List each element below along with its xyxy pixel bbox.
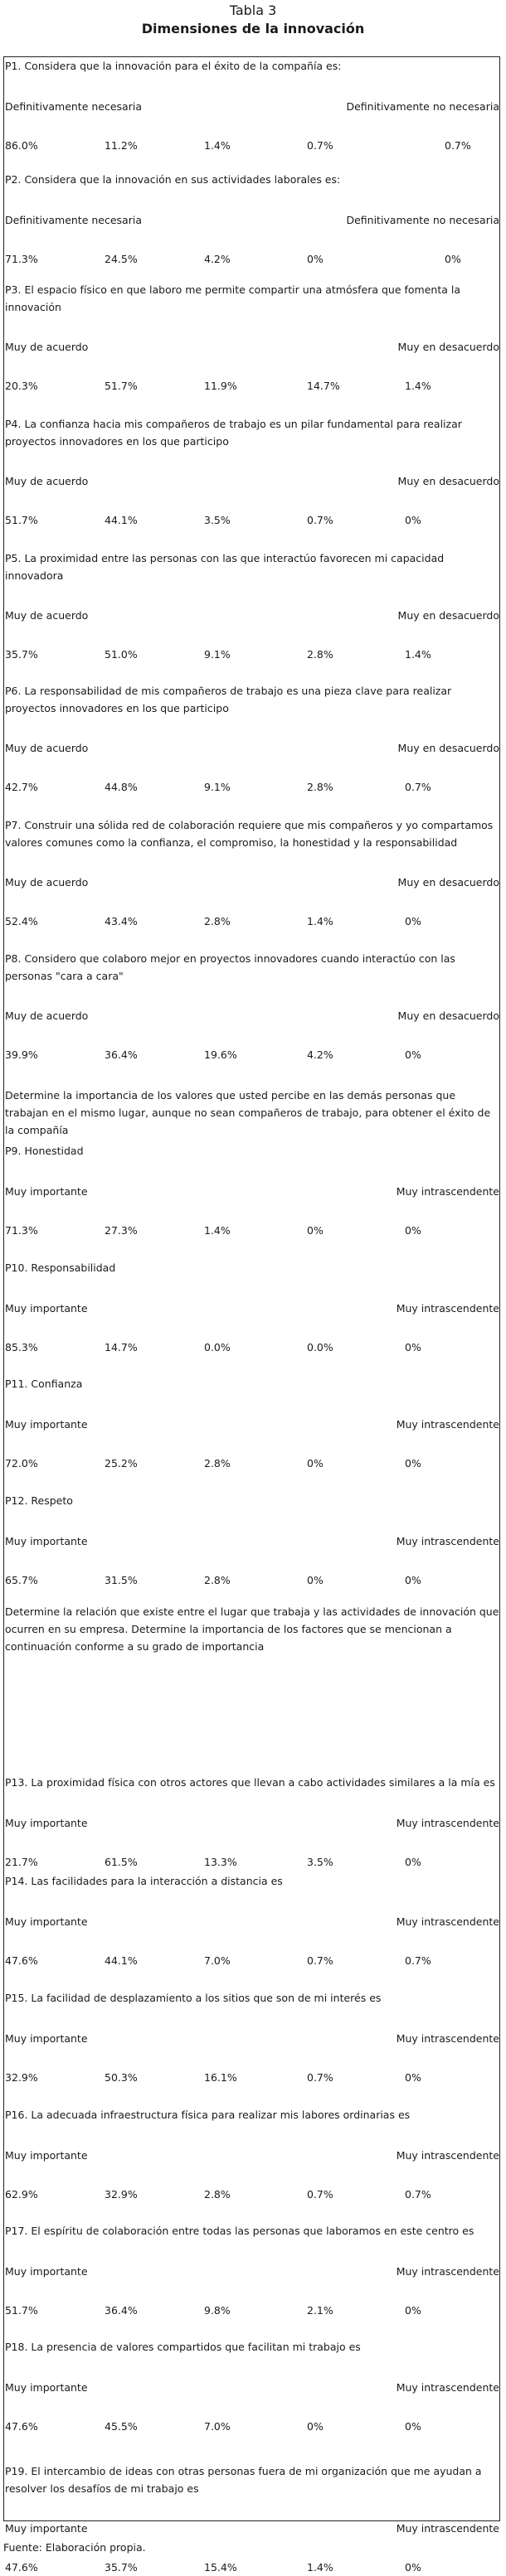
values-row xyxy=(5,913,499,930)
values-row xyxy=(5,512,499,529)
scale-low-label: Definitivamente no necesaria xyxy=(346,100,499,113)
value-cell: 0% xyxy=(405,1856,421,1868)
value-cell: 61.5% xyxy=(105,1856,138,1868)
value-cell: 1.4% xyxy=(204,139,231,152)
scale-low-label: Muy en desacuerdo xyxy=(397,1010,499,1022)
value-cell: 0% xyxy=(405,2304,421,2317)
value-cell: 44.8% xyxy=(105,781,138,793)
scale-row xyxy=(5,1914,499,1930)
question-text: P12. Respeto xyxy=(5,1494,73,1507)
scale-low-label: Muy intrascendente xyxy=(396,2149,499,2162)
value-cell: 0.7% xyxy=(405,1954,431,1967)
value-cell: 51.7% xyxy=(5,2304,38,2317)
values-row xyxy=(5,1572,499,1589)
value-cell: 51.7% xyxy=(5,514,38,526)
question-text: P10. Responsabilidad xyxy=(5,1261,116,1274)
values-row xyxy=(5,1047,499,1063)
scale-low-label: Muy intrascendente xyxy=(396,2522,499,2535)
value-cell: 3.5% xyxy=(307,1856,333,1868)
scale-low-label: Muy intrascendente xyxy=(396,2032,499,2045)
scale-low-label: Muy intrascendente xyxy=(396,1418,499,1431)
scale-high-label: Definitivamente necesaria xyxy=(5,100,142,113)
value-cell: 31.5% xyxy=(105,1574,138,1586)
question-text: P11. Confianza xyxy=(5,1378,83,1390)
value-cell: 1.4% xyxy=(307,2561,333,2574)
values-row xyxy=(5,2559,499,2576)
value-cell: 47.6% xyxy=(5,2420,38,2433)
scale-high-label: Definitivamente necesaria xyxy=(5,214,142,226)
value-cell: 0.0% xyxy=(204,1341,231,1353)
scale-low-label: Muy en desacuerdo xyxy=(397,742,499,754)
scale-high-label: Muy importante xyxy=(5,1915,88,1928)
scale-high-label: Muy importante xyxy=(5,1817,88,1829)
value-cell: 9.8% xyxy=(204,2304,231,2317)
value-cell: 14.7% xyxy=(105,1341,138,1353)
value-cell: 32.9% xyxy=(105,2188,138,2201)
scale-row xyxy=(5,473,499,490)
table-subtitle: Dimensiones de la innovación xyxy=(141,21,365,36)
values-row xyxy=(5,1223,499,1239)
scale-high-label: Muy importante xyxy=(5,2265,88,2278)
value-cell: 62.9% xyxy=(5,2188,38,2201)
question-text: P9. Honestidad xyxy=(5,1145,84,1157)
scale-low-label: Muy en desacuerdo xyxy=(397,341,499,353)
scale-low-label: Muy intrascendente xyxy=(396,1535,499,1547)
question-text: P5. La proximidad entre las personas con las que interactúo favorecen mi capacidad innovadora xyxy=(5,552,445,582)
value-cell: 44.1% xyxy=(105,514,138,526)
value-cell: 35.7% xyxy=(5,648,38,661)
value-cell: 0% xyxy=(405,1224,421,1237)
values-row xyxy=(5,2302,499,2319)
question-text: P17. El espíritu de colaboración entre todas las personas que laboramos en este centro es xyxy=(5,2225,474,2237)
source-note: Fuente: Elaboración propia. xyxy=(3,2541,146,2554)
question-text: P6. La responsabilidad de mis compañeros de trabajo es una pieza clave para realizar proyectos innovadores en los que participo xyxy=(5,685,452,714)
value-cell: 13.3% xyxy=(204,1856,237,1868)
scale-high-label: Muy de acuerdo xyxy=(5,742,89,754)
value-cell: 0% xyxy=(405,1457,421,1470)
value-cell: 0.0% xyxy=(307,1341,333,1353)
value-cell: 7.0% xyxy=(204,2420,231,2433)
value-cell: 0% xyxy=(307,1574,324,1586)
scale-row xyxy=(5,1416,499,1433)
instruction-text: Determine la importancia de los valores que usted percibe en las demás personas que trabajan en el mismo lugar, aunque no sean compañeros de trabajo, para obtener el éxito de la compañía xyxy=(5,1089,491,1136)
scale-high-label: Muy importante xyxy=(5,2522,88,2535)
scale-low-label: Muy en desacuerdo xyxy=(397,876,499,889)
scale-low-label: Muy intrascendente xyxy=(396,1302,499,1315)
value-cell: 42.7% xyxy=(5,781,38,793)
value-cell: 71.3% xyxy=(5,253,38,265)
scale-row xyxy=(5,99,499,115)
scale-high-label: Muy de acuerdo xyxy=(5,475,89,487)
values-row xyxy=(5,1854,499,1871)
scale-high-label: Muy importante xyxy=(5,2381,88,2394)
scale-low-label: Muy intrascendente xyxy=(396,1185,499,1198)
question-text: P19. El intercambio de ideas con otras personas fuera de mi organización que me ayudan a resolver los desafíos de mi trabajo es xyxy=(5,2465,482,2495)
value-cell: 43.4% xyxy=(105,915,138,927)
value-cell: 47.6% xyxy=(5,1954,38,1967)
value-cell: 0% xyxy=(307,253,324,265)
question-text: P4. La confianza hacia mis compañeros de trabajo es un pilar fundamental para realizar proyectos innovadores en los que participo xyxy=(5,418,462,448)
scale-row xyxy=(5,1300,499,1317)
scale-high-label: Muy importante xyxy=(5,2032,88,2045)
values-row xyxy=(5,2419,499,2435)
value-cell: 1.4% xyxy=(405,380,431,392)
value-cell: 21.7% xyxy=(5,1856,38,1868)
scale-high-label: Muy importante xyxy=(5,2149,88,2162)
scale-high-label: Muy de acuerdo xyxy=(5,609,89,622)
value-cell: 2.8% xyxy=(204,915,231,927)
value-cell: 0.7% xyxy=(307,139,333,152)
value-cell: 0.7% xyxy=(307,1954,333,1967)
question-text: P14. Las facilidades para la interacción a distancia es xyxy=(5,1875,283,1887)
question-text: P2. Considera que la innovación en sus actividades laborales es: xyxy=(5,173,341,186)
scale-row xyxy=(5,2520,499,2537)
value-cell: 52.4% xyxy=(5,915,38,927)
question-text: P13. La proximidad física con otros actores que llevan a cabo actividades similares a la mía es xyxy=(5,1776,495,1789)
value-cell: 32.9% xyxy=(5,2071,38,2084)
value-cell: 85.3% xyxy=(5,1341,38,1353)
value-cell: 0% xyxy=(405,915,421,927)
scale-row xyxy=(5,2147,499,2164)
scale-low-label: Muy intrascendente xyxy=(396,2265,499,2278)
scale-high-label: Muy de acuerdo xyxy=(5,876,89,889)
value-cell: 86.0% xyxy=(5,139,38,152)
value-cell: 0% xyxy=(405,2561,421,2574)
scale-high-label: Muy de acuerdo xyxy=(5,341,89,353)
value-cell: 51.7% xyxy=(105,380,138,392)
values-row xyxy=(5,2186,499,2203)
value-cell: 47.6% xyxy=(5,2561,38,2574)
value-cell: 9.1% xyxy=(204,781,231,793)
value-cell: 2.1% xyxy=(307,2304,333,2317)
value-cell: 3.5% xyxy=(204,514,231,526)
value-cell: 2.8% xyxy=(307,648,333,661)
values-row xyxy=(5,1339,499,1356)
value-cell: 50.3% xyxy=(105,2071,138,2084)
value-cell: 0% xyxy=(307,1224,324,1237)
value-cell: 20.3% xyxy=(5,380,38,392)
value-cell: 4.2% xyxy=(204,253,231,265)
value-cell: 7.0% xyxy=(204,1954,231,1967)
value-cell: 0% xyxy=(405,2071,421,2084)
value-cell: 25.2% xyxy=(105,1457,138,1470)
value-cell: 2.8% xyxy=(204,1574,231,1586)
value-cell: 9.1% xyxy=(204,648,231,661)
scale-low-label: Muy intrascendente xyxy=(396,1915,499,1928)
value-cell: 0.7% xyxy=(405,781,431,793)
value-cell: 0% xyxy=(405,514,421,526)
scale-row xyxy=(5,1184,499,1200)
values-row xyxy=(5,378,499,395)
value-cell: 0.7% xyxy=(445,139,471,152)
question-text: P16. La adecuada infraestructura física para realizar mis labores ordinarias es xyxy=(5,2109,411,2121)
scale-row xyxy=(5,1815,499,1832)
values-row xyxy=(5,1953,499,1969)
values-row xyxy=(5,251,499,268)
table-title: Tabla 3 xyxy=(229,2,277,18)
scale-row xyxy=(5,874,499,891)
question-text: P1. Considera que la innovación para el éxito de la compañía es: xyxy=(5,60,342,72)
question-text: P18. La presencia de valores compartidos que facilitan mi trabajo es xyxy=(5,2341,361,2353)
values-row xyxy=(5,646,499,663)
value-cell: 36.4% xyxy=(105,2304,138,2317)
value-cell: 2.8% xyxy=(204,2188,231,2201)
value-cell: 1.4% xyxy=(405,648,431,661)
value-cell: 4.2% xyxy=(307,1048,333,1061)
value-cell: 27.3% xyxy=(105,1224,138,1237)
scale-row xyxy=(5,608,499,624)
value-cell: 0% xyxy=(405,1341,421,1353)
value-cell: 14.7% xyxy=(307,380,340,392)
value-cell: 0.7% xyxy=(405,2188,431,2201)
scale-row xyxy=(5,1533,499,1550)
value-cell: 1.4% xyxy=(307,915,333,927)
scale-high-label: Muy importante xyxy=(5,1535,88,1547)
value-cell: 11.2% xyxy=(105,139,138,152)
instruction-text: Determine la relación que existe entre el lugar que trabaja y las actividades de innovación que ocurren en su empresa. Determine la importancia de los factores que se mencionan a continuación conforme a su grado de importancia xyxy=(5,1605,499,1653)
scale-low-label: Muy intrascendente xyxy=(396,1817,499,1829)
value-cell: 0.7% xyxy=(307,514,333,526)
value-cell: 36.4% xyxy=(105,1048,138,1061)
scale-high-label: Muy importante xyxy=(5,1302,88,1315)
value-cell: 45.5% xyxy=(105,2420,138,2433)
scale-low-label: Muy en desacuerdo xyxy=(397,475,499,487)
scale-high-label: Muy importante xyxy=(5,1185,88,1198)
value-cell: 39.9% xyxy=(5,1048,38,1061)
scale-row xyxy=(5,2264,499,2280)
value-cell: 35.7% xyxy=(105,2561,138,2574)
value-cell: 65.7% xyxy=(5,1574,38,1586)
scale-row xyxy=(5,339,499,356)
question-text: P8. Considero que colaboro mejor en proyectos innovadores cuando interactúo con las personas "cara a cara" xyxy=(5,952,455,982)
value-cell: 0.7% xyxy=(307,2188,333,2201)
values-row xyxy=(5,1455,499,1472)
values-row xyxy=(5,779,499,796)
value-cell: 0% xyxy=(405,2420,421,2433)
question-text: P15. La facilidad de desplazamiento a los sitios que son de mi interés es xyxy=(5,1992,382,2004)
value-cell: 2.8% xyxy=(307,781,333,793)
scale-low-label: Muy en desacuerdo xyxy=(397,609,499,622)
scale-low-label: Definitivamente no necesaria xyxy=(346,214,499,226)
scale-row xyxy=(5,2380,499,2396)
scale-high-label: Muy de acuerdo xyxy=(5,1010,89,1022)
scale-high-label: Muy importante xyxy=(5,1418,88,1431)
value-cell: 72.0% xyxy=(5,1457,38,1470)
value-cell: 0% xyxy=(405,1048,421,1061)
scale-low-label: Muy intrascendente xyxy=(396,2381,499,2394)
value-cell: 0% xyxy=(445,253,461,265)
scale-row xyxy=(5,1008,499,1024)
value-cell: 24.5% xyxy=(105,253,138,265)
value-cell: 0% xyxy=(405,1574,421,1586)
value-cell: 19.6% xyxy=(204,1048,237,1061)
value-cell: 71.3% xyxy=(5,1224,38,1237)
question-text: P3. El espacio físico en que laboro me permite compartir una atmósfera que fomenta la innovación xyxy=(5,283,460,313)
scale-row xyxy=(5,212,499,229)
value-cell: 0% xyxy=(307,2420,324,2433)
value-cell: 1.4% xyxy=(204,1224,231,1237)
value-cell: 51.0% xyxy=(105,648,138,661)
value-cell: 11.9% xyxy=(204,380,237,392)
values-row xyxy=(5,138,499,154)
scale-row xyxy=(5,2031,499,2047)
value-cell: 44.1% xyxy=(105,1954,138,1967)
value-cell: 2.8% xyxy=(204,1457,231,1470)
value-cell: 0.7% xyxy=(307,2071,333,2084)
value-cell: 15.4% xyxy=(204,2561,237,2574)
values-row xyxy=(5,2070,499,2086)
scale-row xyxy=(5,740,499,757)
value-cell: 0% xyxy=(307,1457,324,1470)
question-text: P7. Construir una sólida red de colaboración requiere que mis compañeros y yo compartamos valores comunes como la confianza, el compromiso, la honestidad y la responsabilidad xyxy=(5,819,494,849)
value-cell: 16.1% xyxy=(204,2071,237,2084)
